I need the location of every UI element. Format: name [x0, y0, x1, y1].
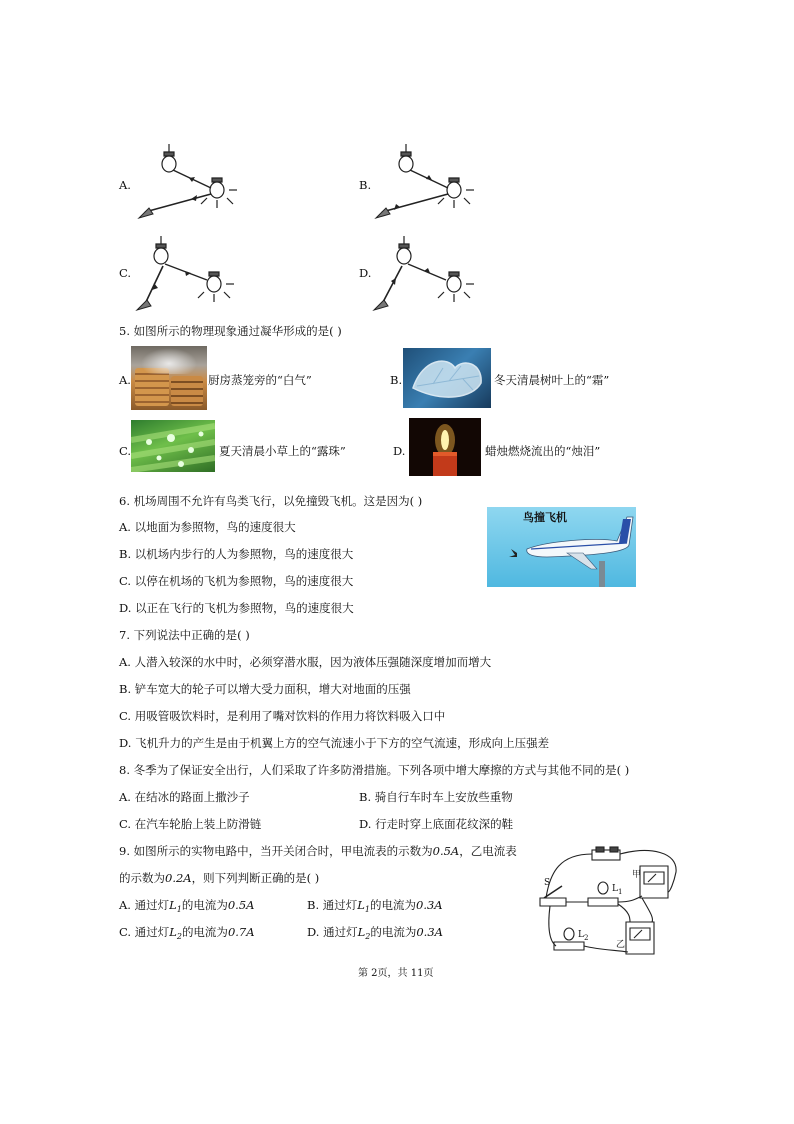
meter2-label: 乙 — [616, 940, 626, 950]
q8-option-c: C. 在汽车轮胎上装上防滑链 — [119, 817, 262, 831]
q6-option-b: B. 以机场内步行的人为参照物，鸟的速度很大 — [119, 547, 354, 561]
q4-diagram-c — [135, 234, 245, 314]
circuit-diagram — [530, 842, 680, 964]
q9-stem-line1: 9. 如图所示的实物电路中，当开关闭合时，甲电流表的示数为0.5A，乙电流表 — [119, 844, 517, 858]
q7-stem: 7. 下列说法中正确的是( ) — [119, 628, 250, 642]
q4-label-c: C. — [119, 266, 132, 280]
q8-option-d: D. 行走时穿上底面花纹深的鞋 — [359, 817, 514, 831]
candle-photo — [409, 418, 481, 476]
q5-text-b: 冬天清晨树叶上的“霜” — [494, 373, 610, 387]
q5-text-c: 夏天清晨小草上的“露珠” — [219, 444, 346, 458]
q4-label-d: D. — [359, 266, 372, 280]
q4-label-b: B. — [359, 178, 372, 192]
page-footer: 第 2页，共 11页 — [358, 968, 434, 979]
bulb-icon — [397, 236, 411, 264]
steamer-photo — [131, 346, 207, 410]
bird-airplane-image — [487, 507, 636, 587]
bulb-icon — [198, 272, 234, 302]
q9-option-c: C. 通过灯$L_2$的电流为0.7A — [119, 925, 255, 941]
q9-stem-line2: 的示数为0.2A，则下列判断正确的是( ) — [119, 871, 320, 885]
bulb-icon — [399, 144, 413, 172]
image-caption: 鸟撞飞机 — [523, 511, 567, 524]
q8-option-a: A. 在结冰的路面上撒沙子 — [119, 790, 250, 804]
q6-option-a: A. 以地面为参照物，鸟的速度很大 — [119, 520, 296, 534]
q5-text-d: 蜡烛燃烧流出的“烛泪” — [485, 444, 601, 458]
q6-stem: 6. 机场周围不允许有鸟类飞行，以免撞毁飞机。这是因为( ) — [119, 494, 423, 508]
q5-label-b: B. — [390, 373, 403, 387]
dew-grass-photo — [131, 420, 215, 472]
q6-option-c: C. 以停在机场的飞机为参照物，鸟的速度很大 — [119, 574, 354, 588]
frost-leaf-photo — [403, 348, 491, 408]
bulb-icon — [162, 144, 176, 172]
q4-diagram-a — [135, 140, 245, 220]
q4-label-a: A. — [119, 178, 131, 192]
q5-stem: 5. 如图所示的物理现象通过凝华形成的是( ) — [119, 324, 342, 338]
lamp1-label: $L_1$ — [612, 884, 623, 896]
q7-option-a: A. 人潜入较深的水中时，必须穿潜水服，因为液体压强随深度增加而增大 — [119, 655, 492, 669]
q6-option-d: D. 以正在飞行的飞机为参照物，鸟的速度很大 — [119, 601, 354, 615]
q7-option-b: B. 铲车宽大的轮子可以增大受力面积，增大对地面的压强 — [119, 682, 411, 696]
bulb-icon — [154, 236, 168, 264]
q4-diagram-b — [370, 140, 480, 220]
q8-stem: 8. 冬季为了保证安全出行，人们采取了许多防滑措施。下列各项中增大摩擦的方式与其他不同的是( ) — [119, 763, 630, 777]
q4-diagram-d — [370, 234, 480, 314]
bulb-icon — [201, 178, 237, 208]
q9-option-d: D. 通过灯$L_2$的电流为0.3A — [307, 925, 443, 941]
q5-label-c: C. — [119, 444, 132, 458]
q7-option-c: C. 用吸管吸饮料时，是利用了嘴对饮料的作用力将饮料吸入口中 — [119, 709, 446, 723]
switch-label: S — [544, 878, 551, 888]
q9-option-b: B. 通过灯$L_1$的电流为0.3A — [307, 898, 443, 914]
bulb-icon — [438, 178, 474, 208]
q7-option-d: D. 飞机升力的产生是由于机翼上方的空气流速小于下方的空气流速，形成向上压强差 — [119, 736, 550, 750]
q9-option-a: A. 通过灯$L_1$的电流为0.5A — [119, 898, 255, 914]
q8-option-b: B. 骑自行车时车上安放些重物 — [359, 790, 513, 804]
q5-text-a: 厨房蒸笼旁的“白气” — [208, 373, 312, 387]
lamp2-label: $L_2$ — [578, 930, 589, 942]
q5-label-d: D. — [393, 444, 406, 458]
bulb-icon — [438, 272, 474, 302]
meter1-label: 甲 — [632, 870, 642, 880]
q5-label-a: A. — [119, 373, 131, 387]
